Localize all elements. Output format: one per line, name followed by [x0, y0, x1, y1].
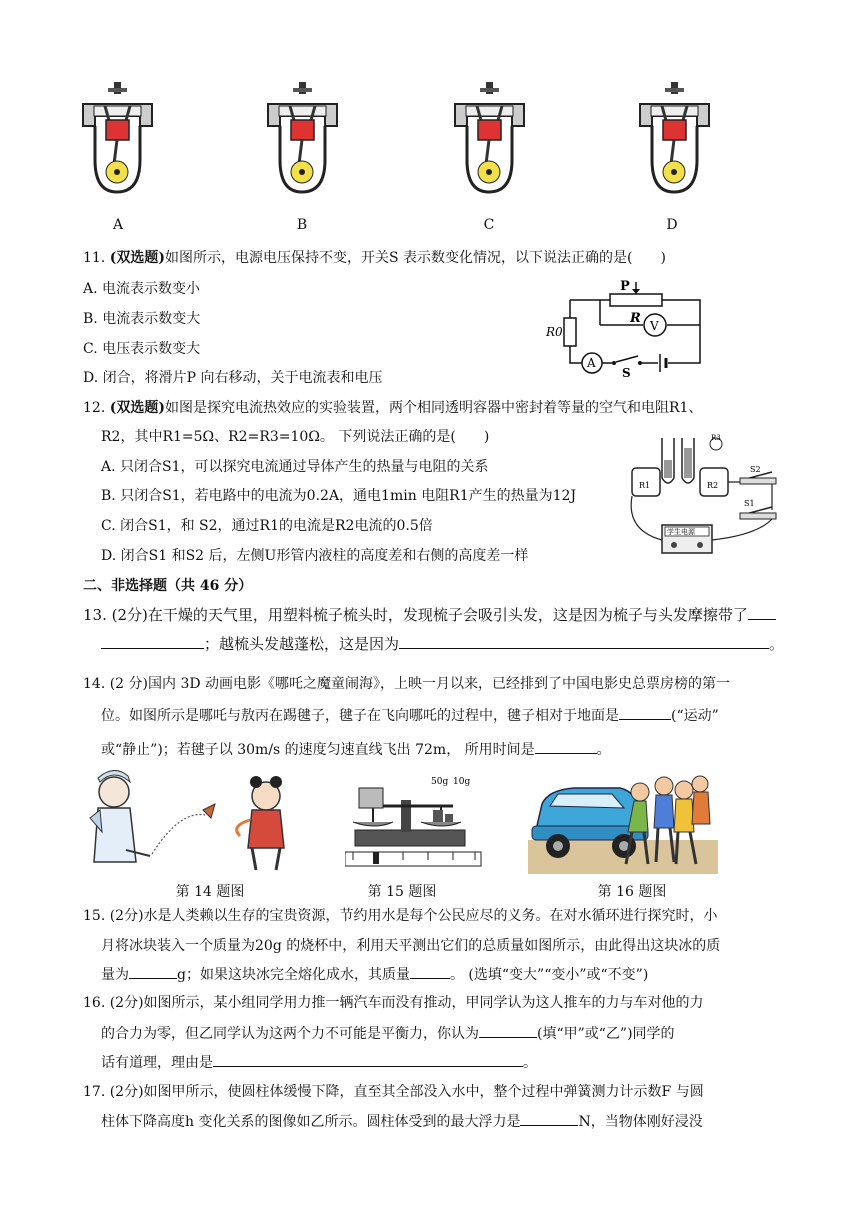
- q17-line1: 17. (2分)如图甲所示，使圆柱体缓慢下降，直至其全部没入水中，整个过程中弹簧测力计示数F 与圆: [83, 1084, 704, 1100]
- q12-stem-line1: 12. (双选题)如图是探究电流热效应的实验装置，两个相同透明容器中密封着等量的空气和电阻R1、: [83, 400, 703, 416]
- q15-blank-2[interactable]: [410, 964, 450, 979]
- q15-line3: 量为 g；如果这块冰完全熔化成水，其质量 。 (选填“变大”“变小”或“不变”): [101, 964, 648, 985]
- q12-heat-apparatus-diagram: [622, 430, 787, 558]
- svg-text:R1: R1: [639, 481, 651, 490]
- engine-diagram-d: [637, 80, 712, 205]
- q14-blank-2[interactable]: [535, 739, 597, 754]
- q11-option-d: D. 闭合，将滑片P 向右移动，关于电流表和电压: [83, 370, 383, 386]
- svg-text:R2: R2: [707, 481, 719, 490]
- engine-label-b: B: [296, 217, 308, 233]
- q16-line1: 16. (2分)如图所示，某小组同学用力推一辆汽车而没有推动，甲同学认为这人推车的力与车对他的力: [83, 995, 704, 1011]
- q12-option-a: A. 只闭合S1，可以探究电流通过导体产生的热量与电阻的关系: [101, 459, 489, 475]
- q15-blank-1[interactable]: [129, 964, 177, 979]
- q14-line2: 位。如图所示是哪吒与敖丙在踢毽子，毽子在飞向哪吒的过程中，毽子相对于地面是 (“运动”: [101, 705, 719, 726]
- q15-line2: 月将冰块装入一个质量为20g 的烧杯中，利用天平测出它们的总质量如图所示，由此得出这块冰的质: [101, 938, 721, 954]
- weight-label-50g: 50g: [431, 777, 449, 787]
- circuit-label-p: P: [620, 279, 630, 294]
- q13-blank-1[interactable]: [748, 605, 776, 620]
- caption-q16: 第 16 题图: [597, 884, 667, 900]
- q16-blank-2[interactable]: [213, 1052, 523, 1067]
- engine-label-d: D: [666, 217, 678, 233]
- q14-blank-1[interactable]: [619, 705, 671, 720]
- engine-diagram-c: [452, 80, 527, 205]
- q16-line3: 话有道理，理由是 。: [101, 1052, 537, 1073]
- q16-push-car-illustration: [528, 770, 718, 874]
- q13-line1: 13. (2分)在干燥的天气里，用塑料梳子梳头时，发现梳子会吸引头发，这是因为梳子与头发摩擦带了: [83, 605, 776, 625]
- engine-diagram-b: [265, 80, 340, 205]
- q14-kick-shuttlecock-illustration: [80, 770, 300, 875]
- q11-option-c: C. 电压表示数变大: [83, 341, 201, 357]
- svg-text:S2: S2: [750, 465, 761, 474]
- caption-q14: 第 14 题图: [175, 884, 245, 900]
- engine-label-c: C: [483, 217, 495, 233]
- q16-line2: 的合力为零，但乙同学认为这两个力不可能是平衡力，你认为 (填“甲”或“乙”)同学的: [101, 1023, 675, 1044]
- circuit-label-s: S: [622, 366, 631, 378]
- q12-option-c: C. 闭合S1，和 S2，通过R1的电流是R2电流的0.5倍: [101, 518, 433, 534]
- engine-label-a: A: [112, 217, 124, 233]
- svg-text:R3: R3: [711, 434, 721, 442]
- circuit-label-a: A: [587, 356, 596, 370]
- q12-stem-line2: R2，其中R1=5Ω、R2=R3=10Ω。 下列说法正确的是( ): [101, 429, 490, 445]
- circuit-label-r: R: [630, 311, 641, 326]
- q14-line1: 14. (2 分)国内 3D 动画电影《哪吒之魔童闹海》，上映一月以来，已经排到了中国电影史总票房榜的第一: [83, 676, 731, 692]
- q11-stem: 11. (双选题)如图所示，电源电压保持不变，开关S 表示数变化情况，以下说法正确的是( ): [83, 250, 666, 266]
- q11-circuit-diagram: [540, 278, 720, 378]
- q11-option-b: B. 电流表示数变大: [83, 311, 201, 327]
- section-2-heading: 二、非选择题（共 46 分）: [83, 578, 253, 594]
- q16-blank-1[interactable]: [479, 1023, 537, 1038]
- q15-balance-scale-illustration: [345, 770, 485, 870]
- q14-line3: 或“静止”)；若毽子以 30m/s 的速度匀速直线飞出 72m， 所用时间是 。: [101, 739, 611, 760]
- q12-option-d: D. 闭合S1 和S2 后，左侧U形管内液柱的高度差和右侧的高度差一样: [101, 548, 529, 564]
- q13-blank-2[interactable]: [399, 634, 769, 649]
- q13-line2: ；越梳头发越蓬松，这是因为 。: [101, 634, 784, 654]
- q12-option-b: B. 只闭合S1，若电路中的电流为0.2A，通电1min 电阻R1产生的热量为12J: [101, 488, 577, 504]
- circuit-label-v: V: [650, 319, 659, 333]
- q11-option-a: A. 电流表示数变小: [83, 281, 201, 297]
- circuit-label-r0: R0: [546, 325, 563, 339]
- engine-diagram-a: [80, 80, 155, 205]
- power-supply-label: 学生电源: [667, 528, 695, 536]
- weight-label-10g: 10g: [453, 777, 471, 787]
- engine-figure-row: [0, 80, 868, 240]
- svg-text:S1: S1: [744, 499, 755, 508]
- q17-blank-1[interactable]: [520, 1111, 578, 1126]
- caption-q15: 第 15 题图: [367, 884, 437, 900]
- q17-line2: 柱体下降高度h 变化关系的图像如乙所示。圆柱体受到的最大浮力是 N，当物体刚好浸没: [101, 1111, 703, 1132]
- q13-blank-1-cont[interactable]: [101, 634, 204, 649]
- q15-line1: 15. (2分)水是人类赖以生存的宝贵资源，节约用水是每个公民应尽的义务。在对水循环进行探究时，小: [83, 908, 718, 924]
